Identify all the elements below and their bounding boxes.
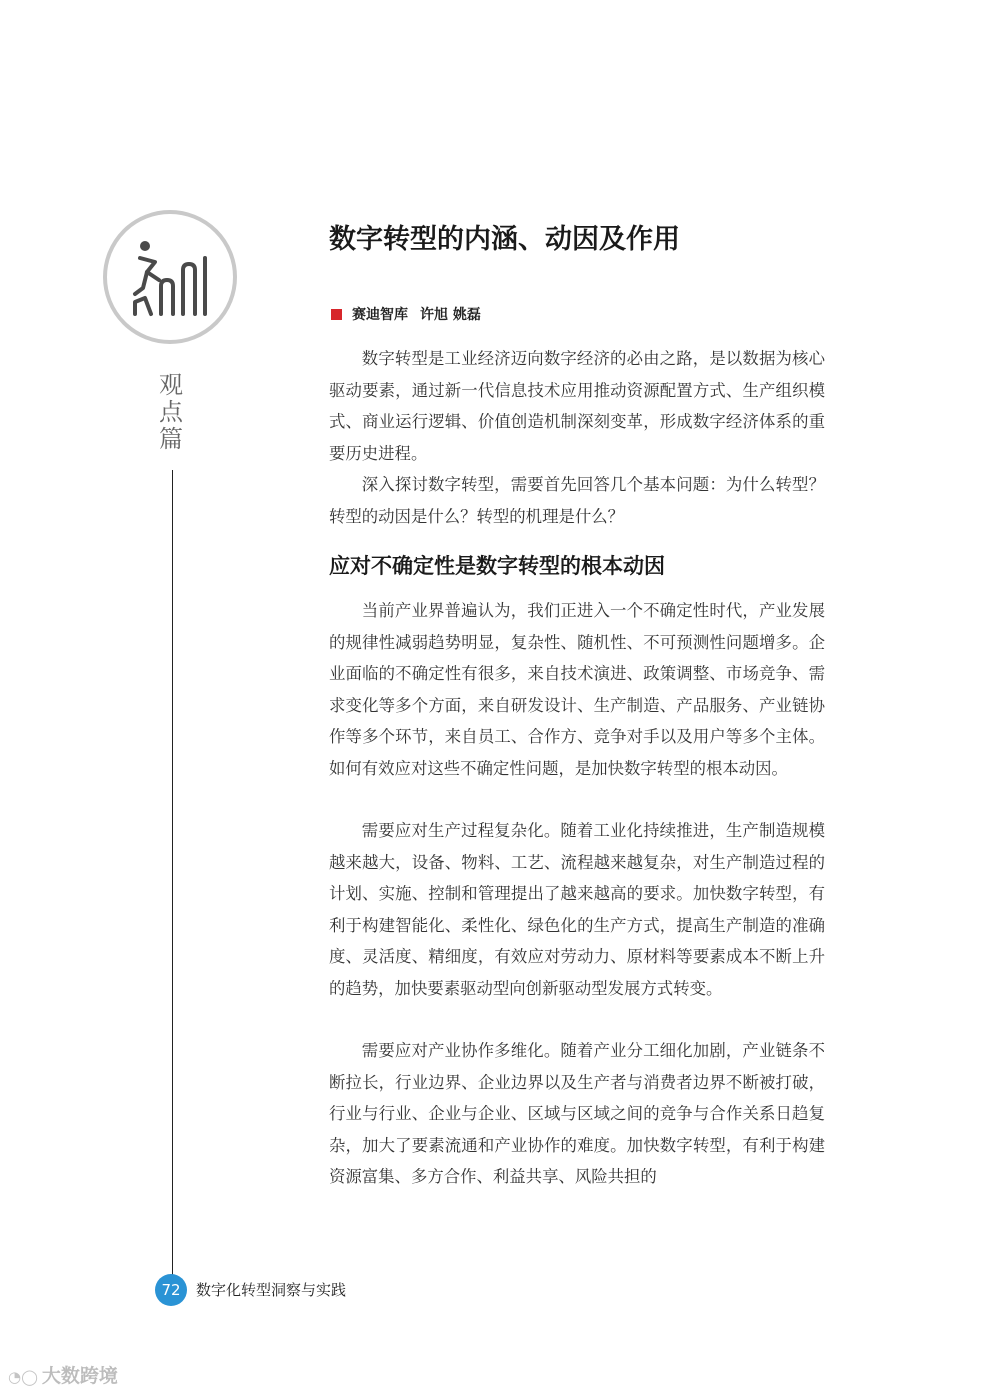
section-label-char: 篇 [159, 425, 183, 453]
climbing-figure-icon [107, 214, 233, 340]
watermark-text: 大数跨境 [41, 1365, 118, 1387]
watermark-logo-icon: ◔◯ [8, 1368, 38, 1386]
section-label-char: 观 [159, 371, 183, 399]
section-heading: 应对不确定性是数字转型的根本动因 [329, 553, 665, 578]
intro-paragraph: 数字转型是工业经济迈向数字经济的必由之路，是以数据为核心驱动要素，通过新一代信息技术应用推动资源配置方式、生产组织模式、商业运行逻辑、价值创造机制深刻变革，形成数字经济体系的重要历史进程。 [329, 349, 825, 463]
vertical-divider [172, 470, 173, 1278]
red-square-icon [331, 309, 342, 320]
byline [331, 305, 481, 325]
byline-org: 赛迪智库 [352, 307, 408, 323]
intro-paragraph: 深入探讨数字转型，需要首先回答几个基本问题：为什么转型？转型的动因是什么？转型的机理是什么？ [329, 475, 825, 526]
body-paragraph: 需要应对生产过程复杂化。随着工业化持续推进，生产制造规模越来越大，设备、物料、工艺、流程越来越复杂，对生产制造过程的计划、实施、控制和管理提出了越来越高的要求。加快数字转型，有利于构建智能化、柔性化、绿色化的生产方式，提高生产制造的准确度、灵活度、精细度，有效应对劳动力、原材料等要素成本不断上升的趋势，加快要素驱动型向创新驱动型发展方式转变。 [329, 821, 825, 998]
section-label [155, 372, 187, 453]
running-title: 数字化转型洞察与实践 [196, 1281, 347, 1299]
page-number-badge: 72 [155, 1274, 187, 1306]
section-label-char: 点 [159, 398, 183, 426]
byline-authors: 许旭 姚磊 [420, 307, 481, 323]
watermark [8, 1365, 118, 1388]
body-paragraph: 需要应对产业协作多维化。随着产业分工细化加剧，产业链条不断拉长，行业边界、企业边界以及生产者与消费者边界不断被打破，行业与行业、企业与企业、区域与区域之间的竞争与合作关系日趋复杂，加大了要素流通和产业协作的难度。加快数字转型，有利于构建资源富集、多方合作、利益共享、风险共担的 [329, 1041, 825, 1186]
article-title: 数字转型的内涵、动因及作用 [329, 224, 680, 255]
section-emblem [103, 210, 237, 344]
body-paragraph: 当前产业界普遍认为，我们正进入一个不确定性时代，产业发展的规律性减弱趋势明显，复杂性、随机性、不可预测性问题增多。企业面临的不确定性有很多，来自技术演进、政策调整、市场竞争、需求变化等多个方面，来自研发设计、生产制造、产品服务、产业链协作等多个环节，来自员工、合作方、竞争对手以及用户等多个主体。如何有效应对这些不确定性问题，是加快数字转型的根本动因。 [329, 601, 825, 778]
